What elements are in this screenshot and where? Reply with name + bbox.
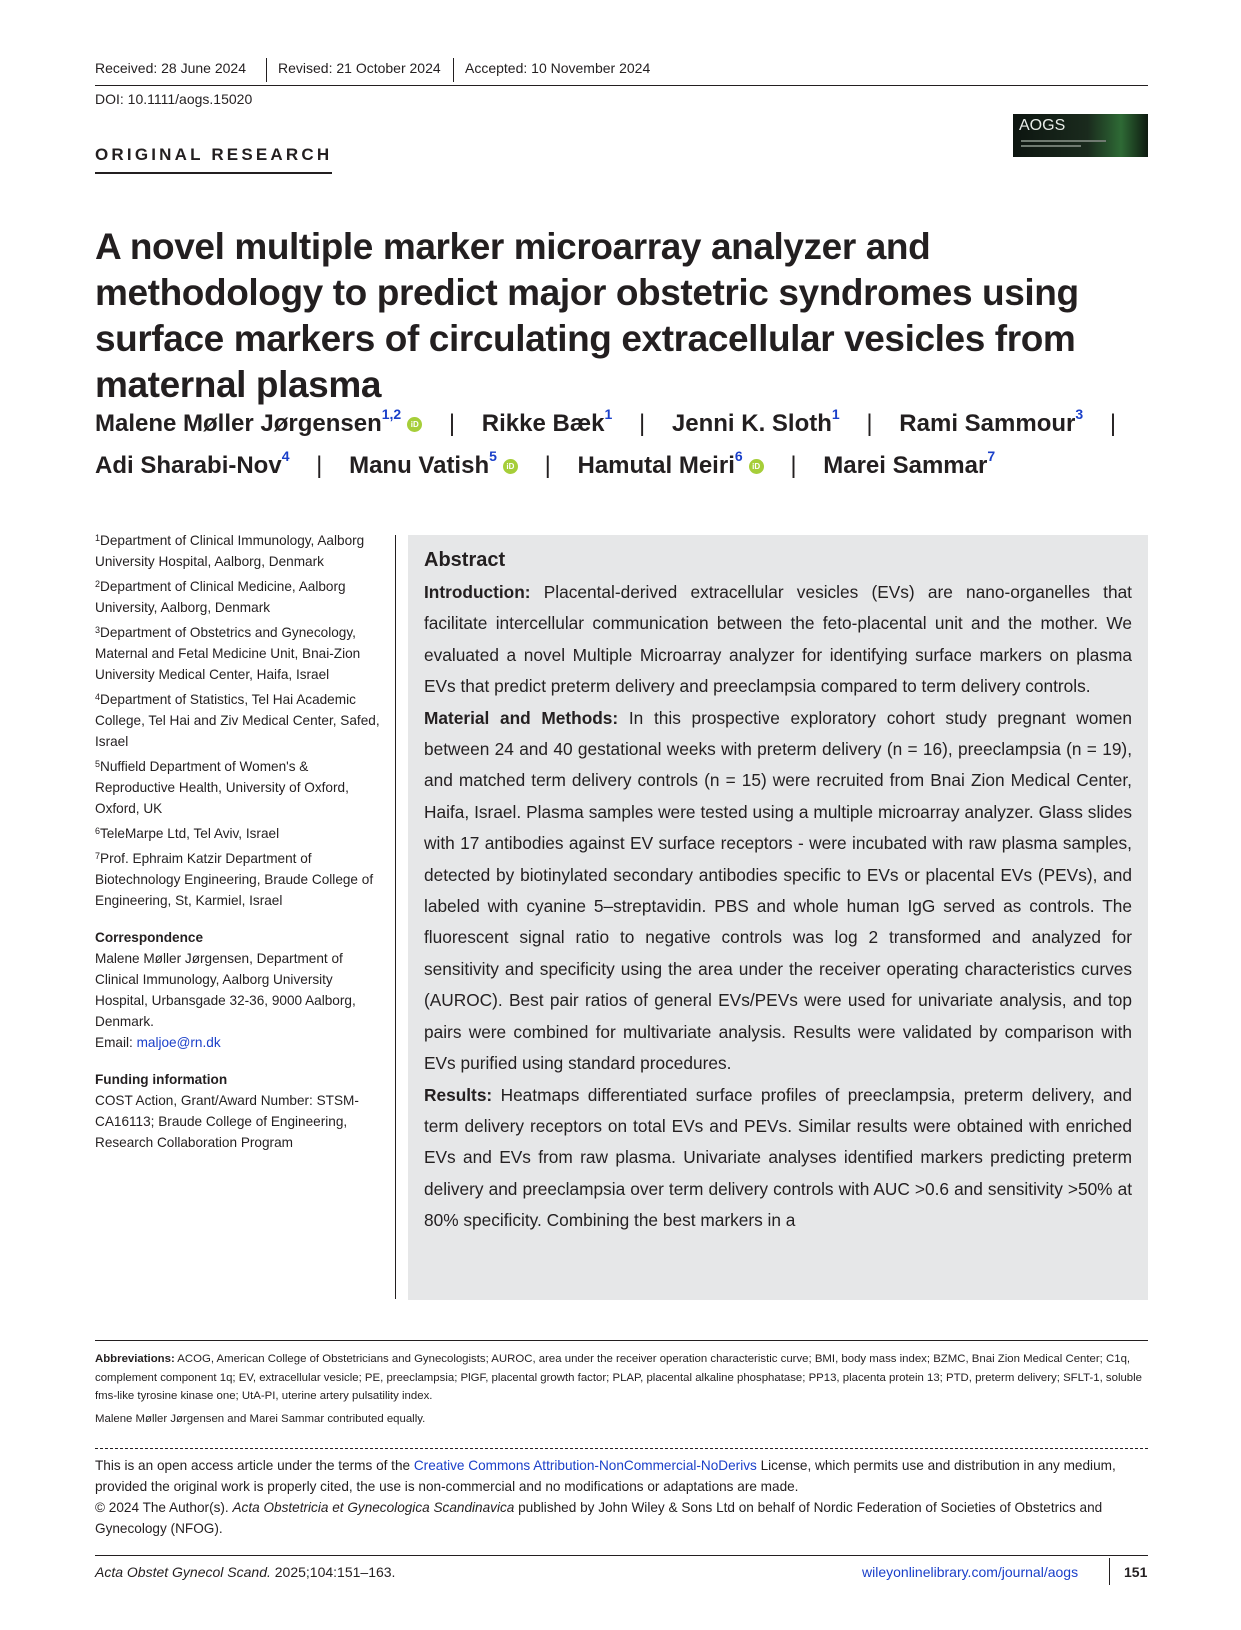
author-separator: | (639, 410, 646, 437)
footer-rule (95, 1340, 1148, 1341)
affiliation-text: Department of Clinical Medicine, Aalborg University, Aalborg, Denmark (95, 579, 346, 615)
author-name[interactable]: Rami Sammour (899, 410, 1076, 437)
methods-label: Material and Methods: (424, 707, 619, 728)
accepted-date: Accepted: 10 November 2024 (465, 60, 651, 76)
author-name[interactable]: Malene Møller Jørgensen (95, 410, 382, 437)
received-date: Received: 28 June 2024 (95, 60, 246, 76)
footer-rule-bottom (95, 1555, 1148, 1556)
page-number: 151 (1124, 1564, 1148, 1580)
section-label: ORIGINAL RESEARCH (95, 145, 332, 174)
email-row (95, 1032, 385, 1053)
author-name[interactable]: Rikke Bæk (481, 410, 605, 437)
affiliation-number: 2 (95, 579, 101, 589)
article-title: A novel multiple marker microarray analyzer and methodology to predict major obstetric syndromes using surface markers of circulating extracellular vesicles from maternal plasma (95, 226, 1079, 405)
funding-text: COST Action, Grant/Award Number: STSM-CA16113; Braude College of Engineering, Research Collaboration Program (95, 1093, 359, 1150)
journal-citation (95, 1564, 395, 1580)
author-name[interactable]: Manu Vatish (349, 452, 490, 479)
affiliation-number: 6 (95, 826, 101, 836)
author-affil[interactable]: 7 (987, 448, 996, 464)
journal-volume: 2025;104:151–163. (270, 1564, 396, 1580)
affiliation-number: 4 (95, 692, 101, 702)
author-name[interactable]: Marei Sammar (823, 452, 988, 479)
results-label: Results: (424, 1084, 493, 1105)
affiliation-text: Department of Statistics, Tel Hai Academic College, Tel Hai and Ziv Medical Center, Safed, Israel (95, 692, 380, 749)
abstract-methods (424, 703, 1132, 1080)
intro-label: Introduction: (424, 582, 531, 602)
author-separator: | (316, 452, 323, 479)
orcid-icon[interactable]: iD (749, 459, 764, 474)
journal-logo[interactable] (1013, 114, 1148, 157)
abbrev-text: ACOG, American College of Obstetricians and Gynecologists; AUROC, area under the receiver operation characteristic curve; BMI, body mass index; BZMC, Bnai Zion Medical Center; C1q, complement component 1q; EV, extracellular vesicle; PE, preeclampsia; PlGF, placental growth factor; PLAP, placental alkaline phosphatase; PP13, placenta protein 13; PTD, preterm delivery; SFLT-1, soluble fms-like tyrosine kinase one; UtA-PI, uterine artery pulsatility index. (95, 1353, 1143, 1403)
copyright-pre: © 2024 The Author(s). (95, 1500, 233, 1515)
author-affil[interactable]: 1 (831, 406, 840, 422)
publication-dates (95, 58, 1148, 86)
page-divider (1109, 1558, 1110, 1585)
equal-contribution-note: Malene Møller Jørgensen and Marei Sammar contributed equally. (95, 1413, 426, 1425)
affiliations-column (95, 530, 385, 1153)
divider (453, 58, 454, 82)
affiliation (95, 689, 385, 752)
affiliation-text: Prof. Ephraim Katzir Department of Biotechnology Engineering, Braude College of Engineering, St, Karmiel, Israel (95, 851, 374, 908)
author-line-2 (95, 448, 1155, 480)
author-name[interactable]: Jenni K. Sloth (671, 410, 832, 437)
journal-website-link[interactable]: wileyonlinelibrary.com/journal/aogs (862, 1564, 1079, 1580)
journal-name: Acta Obstetricia et Gynecologica Scandinavica (232, 1500, 515, 1515)
author-affil[interactable]: 1,2 (381, 406, 402, 422)
abstract-introduction (424, 577, 1132, 703)
author-separator: | (790, 452, 797, 479)
abbrev-label: Abbreviations: (95, 1353, 175, 1365)
correspondence-heading: Correspondence (95, 930, 204, 945)
revised-date: Revised: 21 October 2024 (278, 60, 441, 76)
divider (266, 58, 267, 82)
abbreviations (95, 1350, 1148, 1406)
abstract-results (424, 1080, 1132, 1237)
affiliation (95, 622, 385, 685)
email-label: Email: (95, 1035, 133, 1050)
author-affil[interactable]: 5 (489, 448, 497, 464)
author-name[interactable]: Adi Sharabi-Nov (95, 452, 282, 479)
author-name[interactable]: Hamutal Meiri (577, 452, 735, 479)
orcid-icon[interactable]: iD (407, 417, 422, 432)
affiliation-number: 1 (95, 533, 101, 543)
results-text: Heatmaps differentiated surface profiles of preeclampsia, preterm delivery, and term delivery receptors on total EVs and PEVs. Similar results were obtained with enriched EVs and EVs from raw plasma. Univariate analyses identified markers predicting preterm delivery and preeclampsia over term delivery controls with AUC >0.6 and sensitivity >50% at 80% specificity. Combining the best markers in a (424, 1084, 1132, 1231)
license-post: License, which permits use and distribution in any medium, provided the original work is properly cited, the use is non-commercial and no modifications or adaptations are made. (95, 1458, 1116, 1494)
logo-text: AOGS (1019, 117, 1066, 134)
doi[interactable]: DOI: 10.1111/aogs.15020 (95, 91, 253, 107)
dotted-rule (95, 1448, 1148, 1449)
author-affil[interactable]: 3 (1075, 406, 1084, 422)
affiliation-text: Nuffield Department of Women's & Reproductive Health, University of Oxford, Oxford, UK (95, 759, 349, 816)
author-separator: | (1109, 410, 1117, 437)
affiliation-number: 3 (95, 625, 101, 635)
affiliation-text: Department of Obstetrics and Gynecology, Maternal and Fetal Medicine Unit, Bnai-Zion University Medical Center, Haifa, Israel (95, 625, 361, 682)
methods-text: In this prospective exploratory cohort study pregnant women between 24 and 40 gestational weeks with preterm delivery (n = 16), preeclampsia (n = 19), and matched term delivery controls (n = 15) were recruited from Bnai Zion Medical Center, Haifa, Israel. Plasma samples were tested using a multiple microarray analyzer. Glass slides with 17 antibodies against EV surface receptors - were incubated with raw plasma samples, detected by biotinylated secondary antibodies specific to EVs or placental EVs (PEVs), and labeled with cyanine 5–streptavidin. PBS and whole human IgG served as controls. The fluorescent signal ratio to negative controls was log 2 transformed and analyzed for sensitivity and specificity using the area under the receiver operating characteristics curves (AUROC). Best pair ratios of general EVs/PEVs were used for univariate analysis, and top pairs were combined for multivariate analysis. Results were validated by comparison with EVs purified using standard procedures. (424, 707, 1133, 1074)
affiliation (95, 576, 385, 618)
author-affil[interactable]: 6 (734, 448, 743, 464)
column-divider (395, 535, 396, 1299)
affiliation (95, 756, 385, 819)
correspondence-text: Malene Møller Jørgensen, Department of Clinical Immunology, Aalborg University Hospital, Urbansgade 32-36, 9000 Aalborg, Denmark. (95, 951, 356, 1029)
email-link[interactable]: maljoe@rn.dk (136, 1035, 221, 1050)
license-link[interactable]: Creative Commons Attribution-NonCommercial-NoDerivs (413, 1458, 757, 1473)
funding-heading: Funding information (95, 1072, 228, 1087)
copyright-line (95, 1497, 1148, 1539)
journal-abbrev: Acta Obstet Gynecol Scand. (95, 1564, 271, 1580)
affiliation (95, 848, 385, 911)
logo-subtitle-lines (1021, 137, 1111, 147)
copyright-post: published by John Wiley & Sons Ltd on behalf of Nordic Federation of Societies of Obstetrics and Gynecology (NFOG). (95, 1500, 1103, 1536)
affiliation-text: Department of Clinical Immunology, Aalborg University Hospital, Aalborg, Denmark (95, 533, 365, 569)
author-separator: | (866, 410, 873, 437)
author-affil[interactable]: 1 (604, 406, 613, 422)
author-separator: | (544, 452, 551, 479)
license-notice (95, 1455, 1148, 1539)
affiliation (95, 823, 385, 844)
affiliation-number: 7 (95, 851, 101, 861)
license-pre: This is an open access article under the terms of the (95, 1458, 414, 1473)
affiliation-text: TeleMarpe Ltd, Tel Aviv, Israel (100, 826, 280, 841)
author-affil[interactable]: 4 (281, 448, 290, 464)
affiliation (95, 530, 385, 572)
abstract-box (408, 535, 1148, 1300)
author-separator: | (448, 410, 456, 437)
abstract-heading: Abstract (424, 549, 506, 571)
author-line-1 (95, 406, 1155, 438)
affiliation-number: 5 (95, 759, 101, 769)
license-line (95, 1455, 1148, 1497)
intro-text: Placental-derived extracellular vesicles (EVs) are nano-organelles that facilitate intercellular communication between the feto-placental unit and the mother. We evaluated a novel Multiple Microarray analyzer for identifying surface markers on plasma EVs that predict preterm delivery and preeclampsia compared to term delivery controls. (424, 582, 1132, 697)
orcid-icon[interactable]: iD (503, 459, 518, 474)
